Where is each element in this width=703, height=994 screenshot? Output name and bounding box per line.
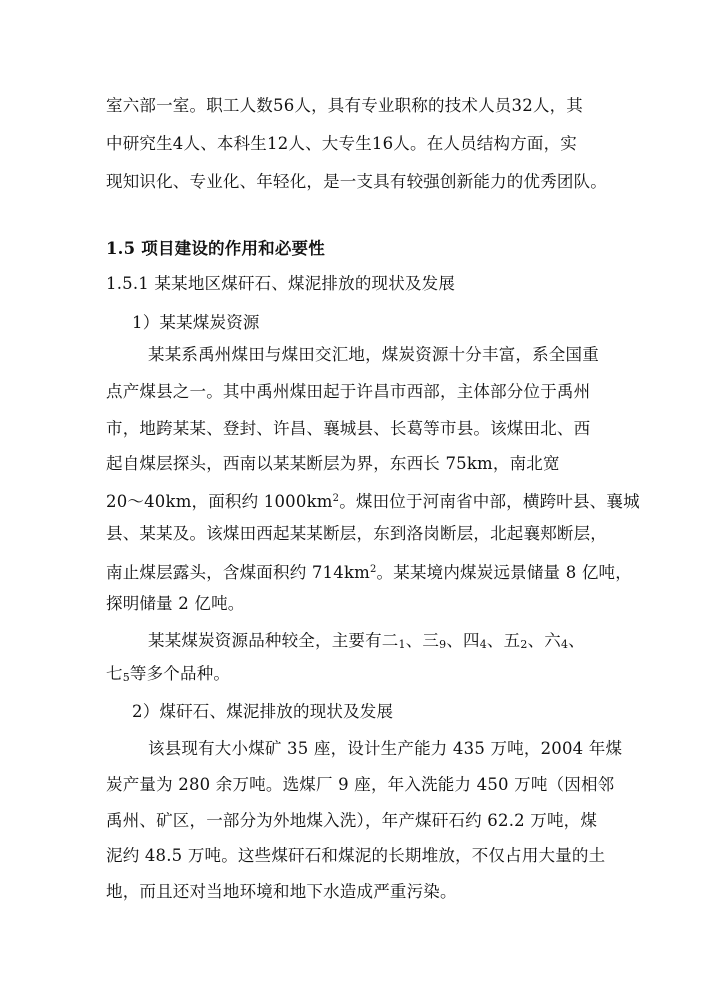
varieties-text: 、 bbox=[568, 631, 585, 650]
resources-line-3: 市，地跨某某、登封、许昌、襄城县、长葛等市县。该煤田北、西 bbox=[106, 419, 591, 438]
varieties-text: 七 bbox=[106, 664, 123, 683]
superscript-2: 2 bbox=[332, 493, 340, 504]
subscript: 2 bbox=[520, 638, 528, 651]
emission-line-4: 泥约 48.5 万吨。这些煤矸石和煤泥的长期堆放，不仅占用大量的土 bbox=[106, 846, 606, 865]
resources-line-7-a: 南止煤层露头，含煤面积约 714km bbox=[106, 563, 370, 582]
subscript: 5 bbox=[122, 671, 130, 684]
resources-line-5-b: 。煤田位于河南省中部，横跨叶县、襄城 bbox=[339, 492, 640, 511]
varieties-line-2 bbox=[106, 664, 230, 688]
resources-line-5-a: 20～40km，面积约 1000km bbox=[106, 492, 333, 511]
subscript: 9 bbox=[439, 638, 447, 651]
emission-line-5: 地，而且还对当地环境和地下水造成严重污染。 bbox=[106, 882, 457, 901]
varieties-text: 、三 bbox=[405, 631, 440, 650]
team-paragraph-line-2: 中研究生4人、本科生12人、大专生16人。在人员结构方面，实 bbox=[106, 134, 577, 153]
varieties-text: 等多个品种。 bbox=[129, 664, 231, 683]
team-paragraph-line-3: 现知识化、专业化、年轻化，是一支具有较强创新能力的优秀团队。 bbox=[106, 172, 607, 191]
resources-line-7 bbox=[106, 560, 632, 583]
subscript: 4 bbox=[560, 638, 569, 651]
varieties-text: 、五 bbox=[486, 631, 521, 650]
subscript: 4 bbox=[479, 638, 487, 651]
resources-line-1: 某某系禹州煤田与煤田交汇地，煤炭资源十分丰富，系全国重 bbox=[148, 345, 599, 364]
resources-line-2: 点产煤县之一。其中禹州煤田起于许昌市西部，主体部分位于禹州 bbox=[106, 382, 591, 401]
subheading-1-5-1: 1.5.1 某某地区煤矸石、煤泥排放的现状及发展 bbox=[106, 274, 456, 293]
varieties-line-1 bbox=[148, 631, 585, 655]
varieties-text: 、四 bbox=[446, 631, 480, 650]
resources-line-6: 县、某某及。该煤田西起某某断层，东到洛岗断层，北起襄郏断层， bbox=[106, 524, 607, 543]
varieties-text: 某某煤炭资源品种较全，主要有二 bbox=[148, 631, 399, 650]
section-heading-1-5: 1.5 项目建设的作用和必要性 bbox=[106, 239, 325, 258]
item-1-title: 1）某某煤炭资源 bbox=[132, 313, 260, 332]
resources-line-7-b: 。某某境内煤炭远景储量 8 亿吨， bbox=[376, 563, 632, 582]
emission-line-2: 炭产量为 280 余万吨。选煤厂 9 座，年入洗能力 450 万吨（因相邻 bbox=[106, 775, 615, 794]
varieties-text: 、六 bbox=[527, 631, 561, 650]
subscript: 1 bbox=[398, 638, 406, 651]
item-2-title: 2）煤矸石、煤泥排放的现状及发展 bbox=[132, 702, 394, 721]
emission-line-1: 该县现有大小煤矿 35 座，设计生产能力 435 万吨，2004 年煤 bbox=[148, 739, 623, 758]
resources-line-8: 探明储量 2 亿吨。 bbox=[106, 594, 245, 613]
resources-line-4: 起自煤层探头，西南以某某断层为界，东西长 75km，南北宽 bbox=[106, 454, 560, 473]
superscript-2: 2 bbox=[369, 564, 377, 575]
resources-line-5 bbox=[106, 489, 640, 512]
team-paragraph-line-1: 室六部一室。职工人数56人，具有专业职称的技术人员32人，其 bbox=[106, 96, 583, 115]
emission-line-3: 禹州、矿区，一部分为外地煤入洗），年产煤矸石约 62.2 万吨，煤 bbox=[106, 811, 598, 830]
